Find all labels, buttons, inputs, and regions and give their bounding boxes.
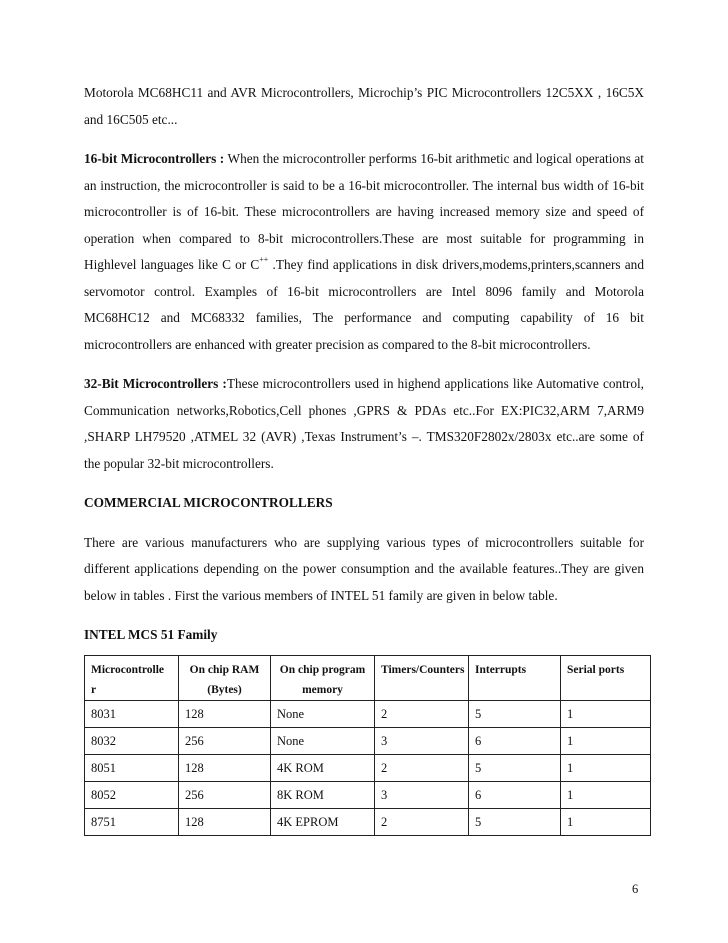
table-cell: 1	[561, 727, 651, 754]
table-cell: 4K ROM	[271, 754, 375, 781]
document-page	[84, 80, 644, 836]
table-title: INTEL MCS 51 Family	[84, 627, 218, 642]
table-cell: 3	[375, 781, 469, 808]
commercial-paragraph: There are various manufacturers who are supplying various types of microcontrollers suitable for different applications depending on the power consumption and the available features..They are given below in tables . First the various members of INTEL 51 family are given in below table.	[84, 534, 644, 603]
table-cell: 128	[179, 754, 271, 781]
table-cell: 1	[561, 781, 651, 808]
table-cell: 3	[375, 727, 469, 754]
bit32-heading: 32-Bit Microcontrollers :	[84, 376, 227, 391]
table-cell: 8K ROM	[271, 781, 375, 808]
cpp-superscript: ++	[259, 255, 269, 264]
table-cell: 2	[375, 754, 469, 781]
table-cell: 6	[469, 727, 561, 754]
table-cell: 256	[179, 727, 271, 754]
table-cell: 1	[561, 754, 651, 781]
table-cell: 5	[469, 808, 561, 835]
table-cell: 256	[179, 781, 271, 808]
header-program-memory: On chip program memory	[271, 655, 375, 700]
header-serial-ports: Serial ports	[561, 655, 651, 700]
bit32-paragraph	[84, 371, 644, 477]
table-cell: 8031	[85, 700, 179, 727]
table-cell: 8051	[85, 754, 179, 781]
table-cell: 128	[179, 808, 271, 835]
header-timers: Timers/Counters	[375, 655, 469, 700]
table-cell: 6	[469, 781, 561, 808]
table-header-row	[85, 655, 651, 700]
header-interrupts: Interrupts	[469, 655, 561, 700]
table-row	[85, 808, 651, 835]
bit16-body: When the microcontroller performs 16-bit arithmetic and logical operations at an instruction, the microcontroller is said to be a 16-bit microcontroller. The internal bus width of 16-bit microcontroller is of 16-bit. These microcontrollers are having increased memory size and speed of operation when compared to 8-bit microcontrollers.These are most suitable for programming in Highlevel languages like C or C	[84, 151, 644, 272]
table-cell: 8052	[85, 781, 179, 808]
bit16-paragraph	[84, 146, 644, 358]
table-row	[85, 700, 651, 727]
page-number: 6	[632, 882, 639, 896]
table-row	[85, 781, 651, 808]
table-row	[85, 727, 651, 754]
table-cell: 1	[561, 808, 651, 835]
table-cell: 5	[469, 700, 561, 727]
table-cell: None	[271, 700, 375, 727]
table-cell: 128	[179, 700, 271, 727]
table-row	[85, 754, 651, 781]
table-cell: 2	[375, 700, 469, 727]
table-cell: 2	[375, 808, 469, 835]
table-cell: 8032	[85, 727, 179, 754]
table-cell: 5	[469, 754, 561, 781]
commercial-heading: COMMERCIAL MICROCONTROLLERS	[84, 495, 333, 510]
table-cell: 1	[561, 700, 651, 727]
mcs51-table	[84, 655, 651, 836]
intro-paragraph: Motorola MC68HC11 and AVR Microcontrollers, Microchip’s PIC Microcontrollers 12C5XX , 16C5X and 16C505 etc...	[84, 85, 644, 127]
table-cell: 4K EPROM	[271, 808, 375, 835]
bit16-body-cont: .They find applications in disk drivers,modems,printers,scanners and servomotor control. Examples of 16-bit microcontrollers are Intel 8096 family and Motorola MC68HC12 and MC68332 families, The performance and computing capability of 16 bit microcontrollers are enhanced with greater precision as compared to the 8-bit microcontrollers.	[84, 257, 644, 352]
table-cell: None	[271, 727, 375, 754]
header-microcontroller: Microcontrolle r	[85, 655, 179, 700]
bit16-heading: 16-bit Microcontrollers :	[84, 151, 225, 166]
bit32-body: These microcontrollers used in highend applications like Automative control, Communication networks,Robotics,Cell phones ,GPRS & PDAs etc..For EX:PIC32,ARM 7,ARM9 ,SHARP LH79520 ,ATMEL 32 (AVR) ,Texas Instrument’s –. TMS320F2802x/2803x etc..are some of the popular 32-bit microcontrollers.	[84, 376, 644, 471]
header-ram: On chip RAM (Bytes)	[179, 655, 271, 700]
table-cell: 8751	[85, 808, 179, 835]
